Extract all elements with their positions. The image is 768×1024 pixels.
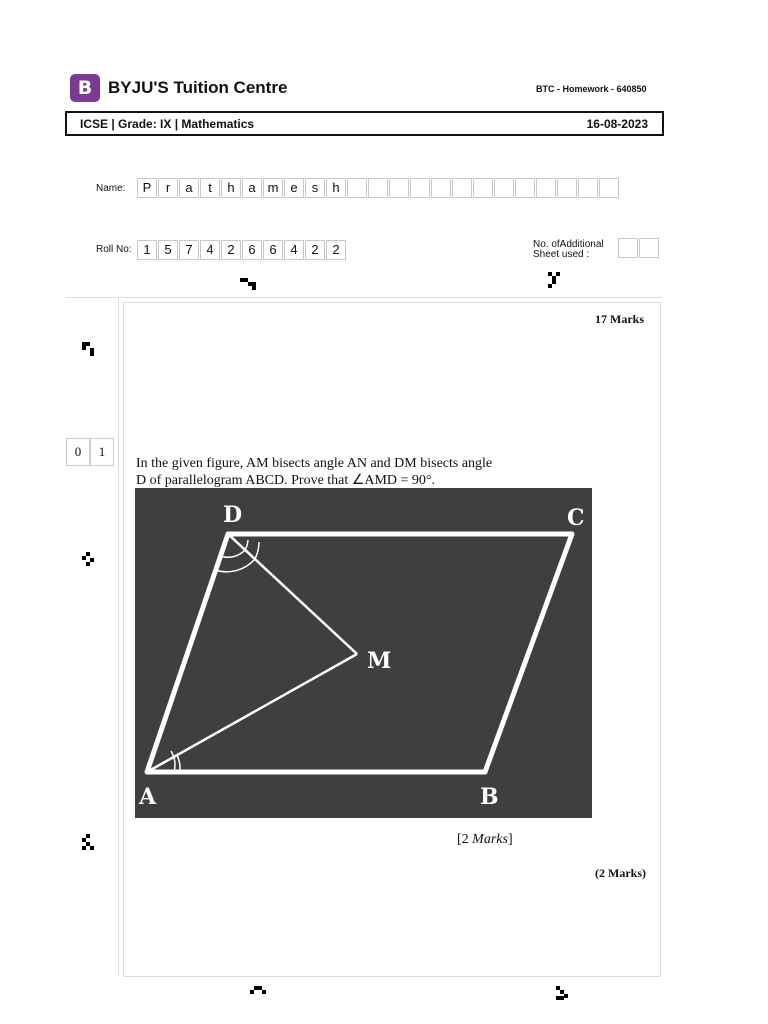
margin-line bbox=[118, 297, 119, 977]
name-char-box[interactable] bbox=[473, 178, 493, 198]
name-char-box[interactable]: a bbox=[179, 178, 199, 198]
additional-sheet-box[interactable] bbox=[639, 238, 659, 258]
question-number-digit: 0 bbox=[66, 438, 90, 466]
subject-bar bbox=[65, 111, 664, 136]
roll-digit-box[interactable]: 2 bbox=[305, 240, 325, 260]
registration-mark bbox=[82, 342, 96, 356]
additional-sheets-label: No. ofAdditional Sheet used : bbox=[533, 239, 604, 260]
roll-digit-box[interactable]: 6 bbox=[263, 240, 283, 260]
name-char-box[interactable] bbox=[347, 178, 367, 198]
roll-digit-box[interactable]: 6 bbox=[242, 240, 262, 260]
question-text bbox=[136, 455, 566, 489]
name-char-box[interactable] bbox=[536, 178, 556, 198]
name-label: Name: bbox=[96, 183, 126, 194]
name-char-box[interactable]: r bbox=[158, 178, 178, 198]
roll-digit-box[interactable]: 1 bbox=[137, 240, 157, 260]
question-marks-footer: (2 Marks) bbox=[595, 866, 646, 880]
name-char-box[interactable] bbox=[410, 178, 430, 198]
name-char-box[interactable] bbox=[431, 178, 451, 198]
brand-name: BYJU'S Tuition Centre bbox=[108, 78, 288, 97]
name-char-box[interactable]: a bbox=[242, 178, 262, 198]
roll-digit-box[interactable]: 2 bbox=[326, 240, 346, 260]
marks-word: Marks bbox=[472, 832, 508, 847]
logo-letter: B bbox=[77, 77, 93, 99]
question-number-digit: 1 bbox=[90, 438, 114, 466]
name-char-box[interactable] bbox=[557, 178, 577, 198]
date: 16-08-2023 bbox=[586, 117, 648, 131]
marks-close: ] bbox=[507, 832, 513, 847]
name-boxes[interactable] bbox=[137, 178, 619, 198]
name-char-box[interactable] bbox=[494, 178, 514, 198]
homework-reference: BTC - Homework - 640850 bbox=[536, 84, 647, 94]
registration-mark bbox=[548, 272, 562, 286]
roll-digit-box[interactable]: 5 bbox=[158, 240, 178, 260]
roll-label: Roll No: bbox=[96, 244, 132, 255]
name-char-box[interactable] bbox=[368, 178, 388, 198]
registration-mark bbox=[82, 834, 96, 848]
roll-digit-box[interactable]: 4 bbox=[200, 240, 220, 260]
label-b: B bbox=[480, 784, 499, 810]
subject-line: ICSE | Grade: IX | Mathematics bbox=[80, 117, 255, 131]
marks-open: [2 bbox=[457, 832, 473, 847]
roll-number-boxes[interactable] bbox=[137, 240, 346, 260]
registration-mark bbox=[240, 276, 254, 290]
label-c: C bbox=[567, 505, 585, 531]
roll-digit-box[interactable]: 4 bbox=[284, 240, 304, 260]
name-char-box[interactable]: h bbox=[221, 178, 241, 198]
byjus-logo bbox=[70, 74, 100, 102]
name-char-box[interactable]: m bbox=[263, 178, 283, 198]
name-char-box[interactable]: t bbox=[200, 178, 220, 198]
name-char-box[interactable] bbox=[599, 178, 619, 198]
name-char-box[interactable]: h bbox=[326, 178, 346, 198]
parallelogram-figure bbox=[135, 488, 592, 818]
roll-digit-box[interactable]: 2 bbox=[221, 240, 241, 260]
name-char-box[interactable] bbox=[389, 178, 409, 198]
registration-mark bbox=[556, 986, 570, 1000]
question-marks bbox=[457, 832, 513, 848]
divider-line bbox=[66, 297, 661, 298]
additional-sheets-boxes[interactable] bbox=[618, 238, 659, 258]
label-m: M bbox=[367, 648, 392, 674]
question-text-line: In the given figure, AM bisects angle AN and DM bisects angle bbox=[136, 456, 493, 471]
name-char-box[interactable] bbox=[578, 178, 598, 198]
additional-sheet-box[interactable] bbox=[618, 238, 638, 258]
question-text-line: D of parallelogram ABCD. Prove that ∠AMD = 90°. bbox=[136, 473, 436, 488]
name-char-box[interactable]: s bbox=[305, 178, 325, 198]
label-d: D bbox=[223, 502, 243, 528]
name-char-box[interactable] bbox=[452, 178, 472, 198]
roll-digit-box[interactable]: 7 bbox=[179, 240, 199, 260]
name-char-box[interactable]: e bbox=[284, 178, 304, 198]
name-char-box[interactable] bbox=[515, 178, 535, 198]
registration-mark bbox=[250, 986, 264, 1000]
registration-mark bbox=[82, 552, 96, 566]
name-char-box[interactable]: P bbox=[137, 178, 157, 198]
section-marks: 17 Marks bbox=[595, 312, 644, 326]
label-a: A bbox=[139, 784, 157, 810]
figure-background bbox=[135, 488, 592, 818]
